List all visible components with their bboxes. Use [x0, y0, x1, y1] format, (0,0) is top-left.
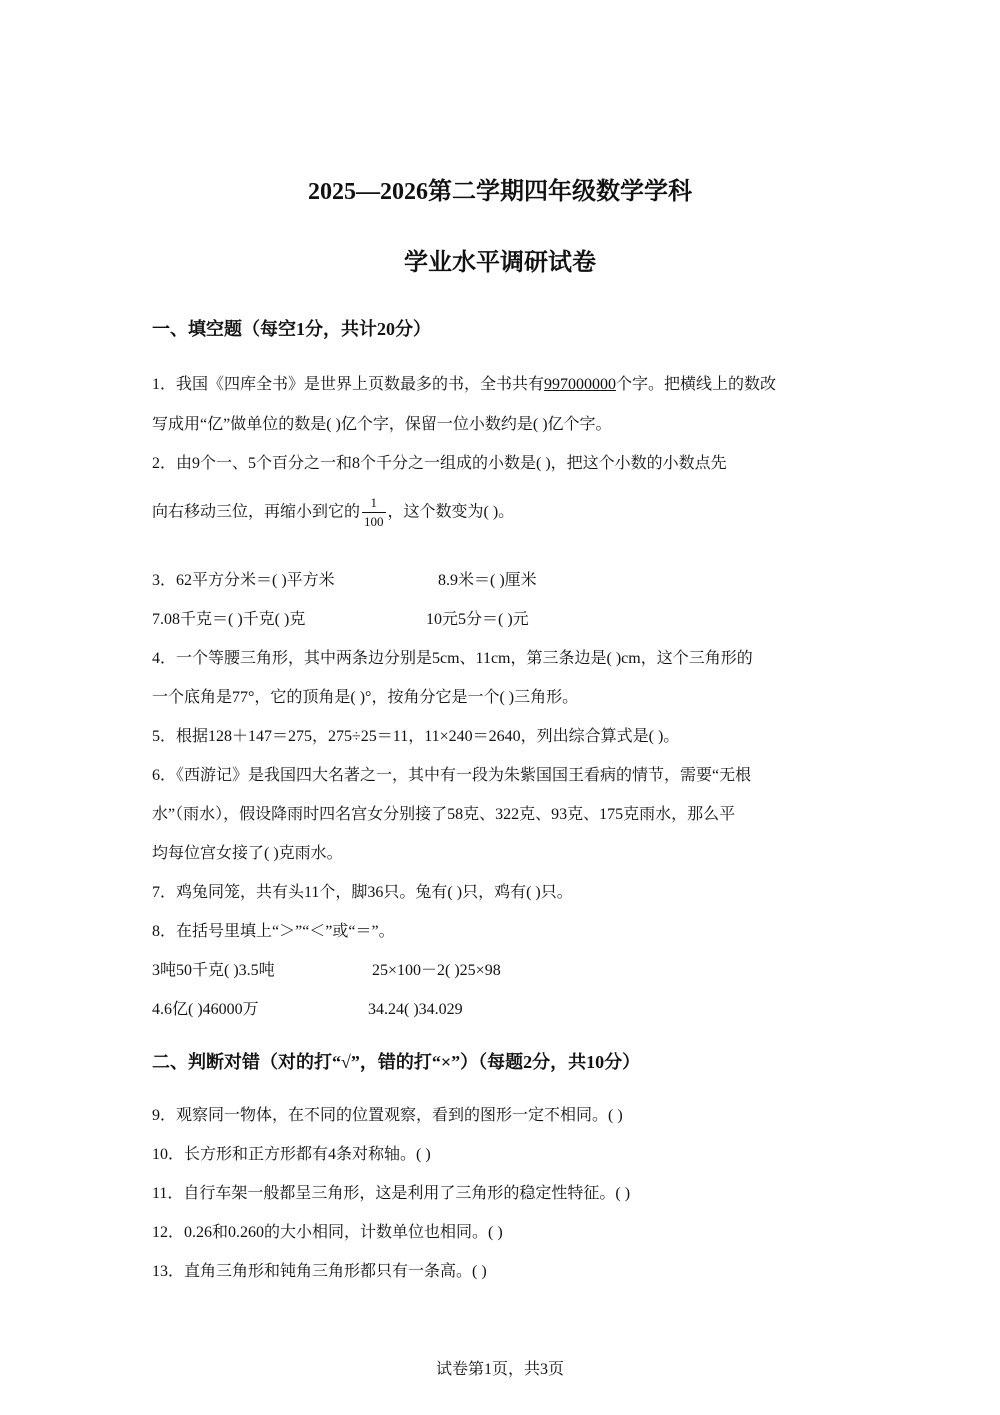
q8-item-a: 3吨50千克( )3.5吨: [152, 962, 275, 979]
exam-title: 2025—2026第二学期四年级数学学科: [308, 179, 692, 205]
fraction-one-hundredth: [362, 496, 386, 530]
q6-line2: 水”（雨水），假设降雨时四名宫女分别接了58克、322克、93克、175克雨水，那么平: [152, 806, 736, 823]
section2-heading: 二、判断对错（对的打“√”，错的打“×”）（每题2分，共10分）: [152, 1052, 641, 1072]
fraction-numerator: 1: [370, 495, 378, 510]
q8-stem: 8．在括号里填上“＞”“＜”或“＝”。: [152, 923, 395, 940]
q8-line2: [152, 996, 463, 1019]
q1-line1: [152, 371, 776, 394]
q1-text-a: 1．我国《四库全书》是世界上页数最多的书，全书共有: [152, 376, 545, 393]
exam-subtitle: 学业水平调研试卷: [404, 250, 596, 276]
q3-line1: [152, 567, 537, 590]
q8-item-b: 25×100－2( )25×98: [372, 962, 501, 979]
q6-line3: 均每位宫女接了( )克雨水。: [152, 845, 343, 862]
q3-item-a: 3．62平方分米＝( )平方米: [152, 572, 335, 589]
page-footer: 试卷第1页，共3页: [435, 1361, 564, 1378]
q2-text-a: 向右移动三位，再缩小到它的: [152, 503, 361, 521]
q8-item-c: 4.6亿( )46000万: [152, 1001, 259, 1018]
q2-line1: 2．由9个一、5个百分之一和8个千分之一组成的小数是( )，把这个小数的小数点先: [152, 455, 727, 472]
q6-line1: 6．《西游记》是我国四大名著之一，其中有一段为朱紫国国王看病的情节，需要“无根: [152, 767, 752, 784]
q1-line2: 写成用“亿”做单位的数是( )亿个字，保留一位小数约是( )亿个字。: [152, 416, 612, 433]
q3-line2: [152, 606, 529, 629]
q9: 9．观察同一物体，在不同的位置观察，看到的图形一定不相同。( ): [152, 1107, 623, 1124]
q10: 10．长方形和正方形都有4条对称轴。( ): [152, 1146, 431, 1163]
q2-line2: [152, 496, 514, 530]
q3-item-b: 8.9米＝( )厘米: [438, 572, 537, 589]
q7: 7．鸡兔同笼，共有头11个，脚36只。兔有( )只，鸡有( )只。: [152, 884, 573, 901]
q4-line2: 一个底角是77°，它的顶角是( )°，按角分它是一个( )三角形。: [152, 689, 579, 706]
q3-item-c: 7.08千克＝( )千克( )克: [152, 611, 306, 628]
q3-item-d: 10元5分＝( )元: [426, 611, 529, 628]
q1-text-b: 个字。把横线上的数改: [616, 376, 777, 393]
q12: 12．0.26和0.260的大小相同，计数单位也相同。( ): [152, 1224, 503, 1241]
q13: 13．直角三角形和钝角三角形都只有一条高。( ): [152, 1263, 487, 1280]
fraction-denominator: 100: [364, 514, 384, 530]
q8-item-d: 34.24( )34.029: [368, 1001, 463, 1018]
q2-text-b: ，这个数变为( )。: [387, 503, 515, 521]
q4-line1: 4．一个等腰三角形，其中两条边分别是5cm、11cm，第三条边是( )cm，这个三角形的: [152, 650, 753, 667]
section1-heading: 一、填空题（每空1分，共计20分）: [152, 319, 431, 339]
q1-underlined-number: 997000000: [544, 376, 617, 393]
q11: 11．自行车架一般都呈三角形，这是利用了三角形的稳定性特征。( ): [152, 1185, 631, 1202]
q5: 5．根据128＋147＝275，275÷25＝11，11×240＝2640，列出综合算式是( )。: [152, 728, 680, 745]
q8-line1: [152, 957, 501, 980]
